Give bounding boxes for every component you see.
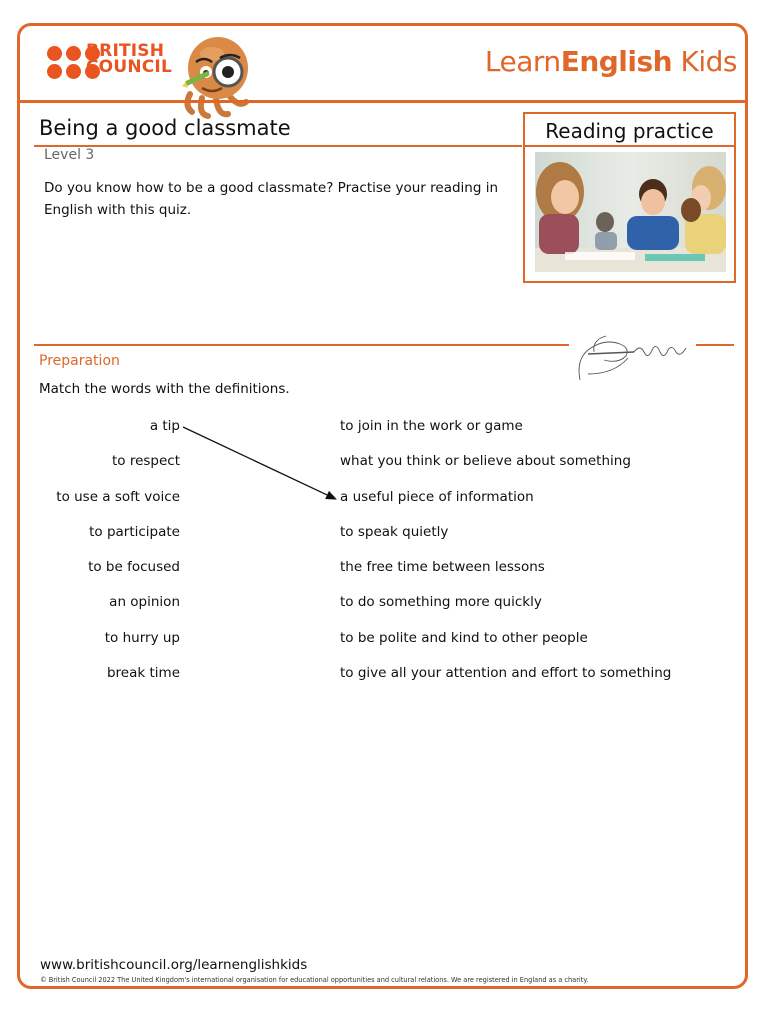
logo-word-2: COUNCIL: [86, 57, 172, 77]
instruction-text: Match the words with the definitions.: [39, 381, 290, 397]
definition-item: to speak quietly: [340, 523, 449, 540]
word-item: to use a soft voice: [56, 488, 180, 505]
logo-dot: [47, 64, 62, 79]
photo-frame: [523, 146, 736, 283]
definition-item: what you think or believe about something: [340, 453, 631, 470]
word-item: to respect: [111, 453, 180, 470]
worksheet-type-box: [523, 112, 736, 147]
logo-dot: [66, 46, 81, 61]
writing-hand-icon: [574, 330, 690, 384]
word-item: to participate: [89, 523, 180, 540]
page-header: [20, 26, 745, 101]
word-item: a tip: [149, 418, 180, 434]
logo-dot: [66, 64, 81, 79]
definition-column: [340, 415, 740, 697]
worksheet-title: Being a good classmate: [39, 116, 291, 140]
word-item: to be focused: [88, 559, 180, 576]
definition-item: to do something more quickly: [340, 594, 542, 611]
intro-text: Do you know how to be a good classmate? Practise your reading in English with this quiz.: [44, 180, 499, 218]
title-underline: [34, 145, 522, 147]
header-divider: [20, 100, 745, 103]
word-item: an opinion: [109, 594, 180, 611]
logo-dot: [47, 46, 62, 61]
definition-item: a useful piece of information: [340, 488, 534, 505]
definition-item: to be polite and kind to other people: [340, 629, 588, 646]
definition-item: the free time between lessons: [340, 559, 545, 576]
definition-item: to give all your attention and effort to something: [340, 665, 672, 682]
classroom-photo: [535, 152, 726, 272]
word-item: break time: [106, 665, 180, 682]
mascot-icon: [182, 32, 254, 120]
learnenglish-kids-logo: [485, 45, 737, 78]
section-heading: Preparation: [39, 353, 120, 369]
word-item: to hurry up: [104, 629, 180, 646]
logo-wordmark: [86, 43, 172, 75]
footer-copyright: © British Council 2022 The United Kingdom's international organisation for educational opportunities and cultural relations. We are registered in England as a charity.: [40, 976, 589, 984]
footer-url[interactable]: www.britishcouncil.org/learnenglishkids: [40, 957, 308, 973]
definition-item: to join in the work or game: [340, 418, 523, 434]
section-divider-right: [696, 344, 734, 346]
word-column: [40, 415, 180, 697]
logo-learn: Learn: [484, 45, 561, 78]
level-label: Level 3: [44, 147, 95, 163]
logo-english: English: [560, 45, 673, 78]
logo-word-1: BRITISH: [86, 41, 165, 61]
logo-kids: Kids: [672, 45, 737, 78]
worksheet-type-label: Reading practice: [545, 119, 714, 143]
section-divider-left: [34, 344, 569, 346]
